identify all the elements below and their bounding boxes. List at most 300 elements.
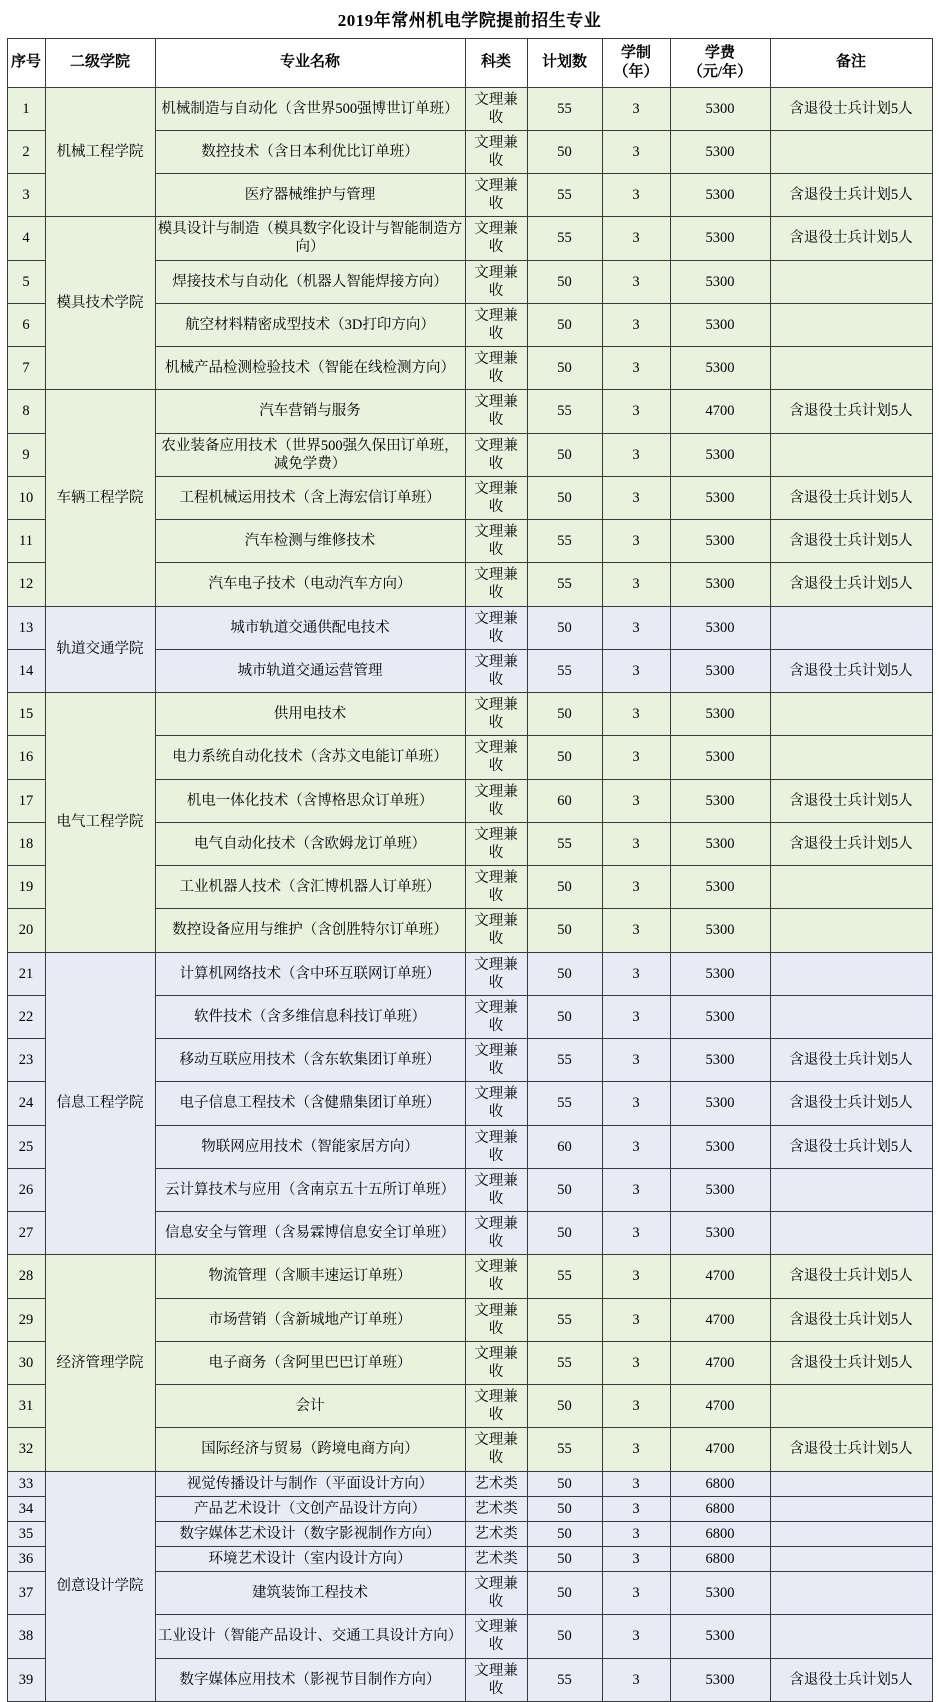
cell-remark (770, 1572, 932, 1615)
cell-plan: 50 (527, 909, 602, 952)
cell-years: 3 (602, 1039, 670, 1082)
cell-no: 2 (7, 130, 45, 173)
cell-major: 工程机械运用技术（含上海宏信订单班） (155, 476, 465, 519)
cell-type: 文理兼收 (465, 174, 527, 217)
cell-type: 文理兼收 (465, 822, 527, 865)
column-header-years-line1: 学制 (620, 45, 651, 61)
cell-plan: 60 (527, 1125, 602, 1168)
cell-years: 3 (602, 736, 670, 779)
cell-years: 3 (602, 1341, 670, 1384)
cell-plan: 50 (527, 736, 602, 779)
cell-plan: 50 (527, 347, 602, 390)
cell-plan: 55 (527, 1082, 602, 1125)
cell-no: 24 (7, 1082, 45, 1125)
cell-years: 3 (602, 390, 670, 433)
cell-fee: 5300 (670, 995, 770, 1038)
cell-type: 文理兼收 (465, 736, 527, 779)
column-header-college: 二级学院 (45, 39, 155, 88)
cell-type: 文理兼收 (465, 1341, 527, 1384)
cell-no: 26 (7, 1168, 45, 1211)
cell-plan: 55 (527, 1039, 602, 1082)
cell-major: 数控技术（含日本利优比订单班） (155, 130, 465, 173)
cell-type: 文理兼收 (465, 1125, 527, 1168)
cell-type: 文理兼收 (465, 606, 527, 649)
cell-remark (770, 1496, 932, 1521)
cell-years: 3 (602, 909, 670, 952)
cell-major: 汽车检测与维修技术 (155, 520, 465, 563)
cell-type: 文理兼收 (465, 909, 527, 952)
cell-type: 文理兼收 (465, 303, 527, 346)
cell-no: 15 (7, 693, 45, 736)
cell-plan: 50 (527, 1572, 602, 1615)
cell-major: 环境艺术设计（室内设计方向） (155, 1546, 465, 1571)
cell-no: 33 (7, 1471, 45, 1496)
cell-years: 3 (602, 1615, 670, 1658)
cell-major: 工业设计（智能产品设计、交通工具设计方向） (155, 1615, 465, 1658)
cell-type: 文理兼收 (465, 1428, 527, 1471)
cell-no: 19 (7, 866, 45, 909)
cell-remark (770, 952, 932, 995)
cell-remark (770, 693, 932, 736)
cell-major: 城市轨道交通运营管理 (155, 649, 465, 692)
cell-remark: 含退役士兵计划5人 (770, 217, 932, 260)
cell-type: 文理兼收 (465, 995, 527, 1038)
cell-remark (770, 1385, 932, 1428)
cell-no: 34 (7, 1496, 45, 1521)
cell-type: 文理兼收 (465, 130, 527, 173)
cell-college: 信息工程学院 (45, 952, 155, 1255)
cell-plan: 55 (527, 822, 602, 865)
cell-plan: 50 (527, 433, 602, 476)
cell-years: 3 (602, 217, 670, 260)
cell-remark (770, 1521, 932, 1546)
cell-no: 6 (7, 303, 45, 346)
cell-fee: 5300 (670, 260, 770, 303)
cell-major: 电气自动化技术（含欧姆龙订单班） (155, 822, 465, 865)
cell-major: 航空材料精密成型技术（3D打印方向） (155, 303, 465, 346)
cell-years: 3 (602, 1572, 670, 1615)
cell-remark (770, 347, 932, 390)
cell-major: 工业机器人技术（含汇博机器人订单班） (155, 866, 465, 909)
cell-college: 模具技术学院 (45, 217, 155, 390)
cell-years: 3 (602, 606, 670, 649)
cell-years: 3 (602, 1298, 670, 1341)
cell-years: 3 (602, 693, 670, 736)
cell-plan: 50 (527, 606, 602, 649)
cell-type: 文理兼收 (465, 476, 527, 519)
cell-years: 3 (602, 1546, 670, 1571)
cell-fee: 5300 (670, 1168, 770, 1211)
cell-years: 3 (602, 520, 670, 563)
cell-no: 36 (7, 1546, 45, 1571)
cell-no: 21 (7, 952, 45, 995)
column-header-major: 专业名称 (155, 39, 465, 88)
cell-fee: 6800 (670, 1496, 770, 1521)
cell-fee: 5300 (670, 476, 770, 519)
cell-fee: 5300 (670, 649, 770, 692)
cell-type: 文理兼收 (465, 347, 527, 390)
cell-type: 文理兼收 (465, 649, 527, 692)
cell-major: 农业装备应用技术（世界500强久保田订单班，减免学费） (155, 433, 465, 476)
cell-remark (770, 303, 932, 346)
cell-remark (770, 995, 932, 1038)
table-header-row (7, 39, 932, 88)
cell-remark (770, 736, 932, 779)
cell-fee: 5300 (670, 1212, 770, 1255)
cell-major: 汽车电子技术（电动汽车方向） (155, 563, 465, 606)
cell-plan: 50 (527, 1496, 602, 1521)
cell-years: 3 (602, 433, 670, 476)
cell-type: 文理兼收 (465, 866, 527, 909)
cell-fee: 5300 (670, 779, 770, 822)
cell-plan: 55 (527, 563, 602, 606)
cell-fee: 5300 (670, 606, 770, 649)
cell-no: 28 (7, 1255, 45, 1298)
cell-major: 供用电技术 (155, 693, 465, 736)
cell-type: 文理兼收 (465, 563, 527, 606)
cell-type: 文理兼收 (465, 952, 527, 995)
cell-plan: 55 (527, 390, 602, 433)
cell-remark: 含退役士兵计划5人 (770, 476, 932, 519)
cell-major: 城市轨道交通供配电技术 (155, 606, 465, 649)
cell-major: 电力系统自动化技术（含苏文电能订单班） (155, 736, 465, 779)
cell-fee: 4700 (670, 1298, 770, 1341)
cell-type: 文理兼收 (465, 433, 527, 476)
cell-remark (770, 1212, 932, 1255)
cell-plan: 50 (527, 1615, 602, 1658)
cell-remark (770, 866, 932, 909)
cell-plan: 50 (527, 995, 602, 1038)
cell-major: 医疗器械维护与管理 (155, 174, 465, 217)
cell-remark: 含退役士兵计划5人 (770, 174, 932, 217)
cell-major: 视觉传播设计与制作（平面设计方向） (155, 1471, 465, 1496)
cell-no: 10 (7, 476, 45, 519)
cell-remark (770, 1615, 932, 1658)
cell-fee: 4700 (670, 1255, 770, 1298)
cell-no: 18 (7, 822, 45, 865)
cell-fee: 5300 (670, 866, 770, 909)
cell-fee: 5300 (670, 1615, 770, 1658)
cell-no: 9 (7, 433, 45, 476)
column-header-years-line2: （年） (613, 63, 659, 80)
cell-college: 经济管理学院 (45, 1255, 155, 1471)
cell-plan: 55 (527, 1255, 602, 1298)
cell-major: 机械产品检测检验技术（智能在线检测方向） (155, 347, 465, 390)
cell-fee: 5300 (670, 347, 770, 390)
cell-fee: 6800 (670, 1546, 770, 1571)
cell-major: 模具设计与制造（模具数字化设计与智能制造方向） (155, 217, 465, 260)
table-row (7, 217, 932, 260)
cell-type: 文理兼收 (465, 260, 527, 303)
cell-remark: 含退役士兵计划5人 (770, 563, 932, 606)
cell-no: 37 (7, 1572, 45, 1615)
cell-no: 1 (7, 87, 45, 130)
cell-fee: 4700 (670, 1428, 770, 1471)
cell-remark: 含退役士兵计划5人 (770, 1298, 932, 1341)
cell-type: 文理兼收 (465, 87, 527, 130)
cell-no: 27 (7, 1212, 45, 1255)
table-row (7, 1471, 932, 1496)
cell-years: 3 (602, 1255, 670, 1298)
cell-remark: 含退役士兵计划5人 (770, 822, 932, 865)
cell-remark: 含退役士兵计划5人 (770, 1255, 932, 1298)
table-row (7, 390, 932, 433)
table-row (7, 1255, 932, 1298)
cell-plan: 55 (527, 1658, 602, 1701)
cell-years: 3 (602, 995, 670, 1038)
cell-major: 数控设备应用与维护（含创胜特尔订单班） (155, 909, 465, 952)
cell-no: 32 (7, 1428, 45, 1471)
cell-plan: 60 (527, 779, 602, 822)
cell-plan: 55 (527, 174, 602, 217)
cell-type: 文理兼收 (465, 1082, 527, 1125)
cell-no: 23 (7, 1039, 45, 1082)
cell-years: 3 (602, 87, 670, 130)
cell-major: 数字媒体艺术设计（数字影视制作方向） (155, 1521, 465, 1546)
cell-fee: 5300 (670, 303, 770, 346)
cell-major: 市场营销（含新城地产订单班） (155, 1298, 465, 1341)
cell-plan: 50 (527, 866, 602, 909)
cell-fee: 4700 (670, 1341, 770, 1384)
cell-fee: 4700 (670, 1385, 770, 1428)
cell-fee: 5300 (670, 433, 770, 476)
cell-remark (770, 130, 932, 173)
cell-years: 3 (602, 649, 670, 692)
cell-years: 3 (602, 1082, 670, 1125)
cell-major: 会计 (155, 1385, 465, 1428)
column-header-remark: 备注 (770, 39, 932, 88)
cell-college: 机械工程学院 (45, 87, 155, 217)
table-body (7, 87, 932, 1701)
cell-years: 3 (602, 866, 670, 909)
column-header-fee-line1: 学费 (704, 45, 735, 61)
cell-plan: 50 (527, 1471, 602, 1496)
cell-years: 3 (602, 1125, 670, 1168)
cell-fee: 5300 (670, 130, 770, 173)
cell-fee: 4700 (670, 390, 770, 433)
cell-major: 信息安全与管理（含易霖博信息安全订单班） (155, 1212, 465, 1255)
cell-major: 电子信息工程技术（含健鼎集团订单班） (155, 1082, 465, 1125)
cell-type: 文理兼收 (465, 217, 527, 260)
cell-years: 3 (602, 563, 670, 606)
cell-years: 3 (602, 1212, 670, 1255)
table-row (7, 606, 932, 649)
cell-college: 电气工程学院 (45, 693, 155, 953)
cell-no: 5 (7, 260, 45, 303)
cell-no: 30 (7, 1341, 45, 1384)
cell-type: 文理兼收 (465, 1385, 527, 1428)
admissions-majors-table (7, 38, 933, 1702)
cell-plan: 50 (527, 303, 602, 346)
cell-remark (770, 1546, 932, 1571)
cell-major: 数字媒体应用技术（影视节目制作方向） (155, 1658, 465, 1701)
table-row (7, 87, 932, 130)
cell-type: 文理兼收 (465, 1572, 527, 1615)
cell-no: 35 (7, 1521, 45, 1546)
cell-type: 文理兼收 (465, 390, 527, 433)
cell-type: 文理兼收 (465, 1168, 527, 1211)
column-header-type: 科类 (465, 39, 527, 88)
cell-years: 3 (602, 1471, 670, 1496)
cell-plan: 50 (527, 260, 602, 303)
cell-plan: 50 (527, 693, 602, 736)
cell-major: 物流管理（含顺丰速运订单班） (155, 1255, 465, 1298)
cell-remark: 含退役士兵计划5人 (770, 1125, 932, 1168)
cell-plan: 55 (527, 649, 602, 692)
cell-major: 焊接技术与自动化（机器人智能焊接方向） (155, 260, 465, 303)
cell-no: 31 (7, 1385, 45, 1428)
cell-no: 17 (7, 779, 45, 822)
cell-plan: 50 (527, 476, 602, 519)
cell-fee: 5300 (670, 1125, 770, 1168)
cell-no: 20 (7, 909, 45, 952)
cell-years: 3 (602, 476, 670, 519)
cell-no: 13 (7, 606, 45, 649)
cell-plan: 55 (527, 217, 602, 260)
cell-years: 3 (602, 1496, 670, 1521)
cell-major: 机电一体化技术（含博格思众订单班） (155, 779, 465, 822)
table-row (7, 952, 932, 995)
cell-no: 29 (7, 1298, 45, 1341)
cell-type: 艺术类 (465, 1521, 527, 1546)
cell-college: 轨道交通学院 (45, 606, 155, 693)
cell-major: 物联网应用技术（智能家居方向） (155, 1125, 465, 1168)
cell-years: 3 (602, 303, 670, 346)
cell-plan: 50 (527, 1168, 602, 1211)
cell-fee: 5300 (670, 87, 770, 130)
cell-no: 39 (7, 1658, 45, 1701)
cell-no: 7 (7, 347, 45, 390)
cell-major: 软件技术（含多维信息科技订单班） (155, 995, 465, 1038)
column-header-no: 序号 (7, 39, 45, 88)
cell-years: 3 (602, 347, 670, 390)
cell-years: 3 (602, 1428, 670, 1471)
cell-college: 创意设计学院 (45, 1471, 155, 1701)
cell-fee: 5300 (670, 1658, 770, 1701)
cell-no: 38 (7, 1615, 45, 1658)
cell-years: 3 (602, 779, 670, 822)
cell-plan: 50 (527, 1546, 602, 1571)
cell-remark: 含退役士兵计划5人 (770, 1658, 932, 1701)
cell-remark: 含退役士兵计划5人 (770, 1341, 932, 1384)
cell-remark: 含退役士兵计划5人 (770, 1082, 932, 1125)
column-header-fee (670, 39, 770, 88)
cell-plan: 55 (527, 520, 602, 563)
cell-fee: 5300 (670, 563, 770, 606)
cell-remark (770, 433, 932, 476)
cell-fee: 5300 (670, 693, 770, 736)
cell-remark: 含退役士兵计划5人 (770, 779, 932, 822)
column-header-plan: 计划数 (527, 39, 602, 88)
cell-plan: 55 (527, 1428, 602, 1471)
cell-type: 文理兼收 (465, 1039, 527, 1082)
cell-remark: 含退役士兵计划5人 (770, 1428, 932, 1471)
cell-fee: 5300 (670, 1082, 770, 1125)
cell-remark (770, 260, 932, 303)
cell-remark: 含退役士兵计划5人 (770, 390, 932, 433)
cell-no: 12 (7, 563, 45, 606)
cell-fee: 5300 (670, 822, 770, 865)
page-title: 2019年常州机电学院提前招生专业 (337, 11, 602, 30)
cell-major: 产品艺术设计（文创产品设计方向） (155, 1496, 465, 1521)
cell-plan: 50 (527, 1212, 602, 1255)
cell-remark (770, 909, 932, 952)
cell-fee: 5300 (670, 520, 770, 563)
cell-fee: 5300 (670, 1572, 770, 1615)
cell-fee: 5300 (670, 909, 770, 952)
cell-type: 文理兼收 (465, 779, 527, 822)
cell-type: 文理兼收 (465, 693, 527, 736)
cell-plan: 55 (527, 87, 602, 130)
cell-type: 艺术类 (465, 1546, 527, 1571)
cell-years: 3 (602, 1521, 670, 1546)
cell-fee: 6800 (670, 1471, 770, 1496)
cell-plan: 50 (527, 1521, 602, 1546)
cell-years: 3 (602, 952, 670, 995)
column-header-years (602, 39, 670, 88)
cell-years: 3 (602, 130, 670, 173)
cell-type: 文理兼收 (465, 1615, 527, 1658)
cell-no: 8 (7, 390, 45, 433)
cell-no: 11 (7, 520, 45, 563)
cell-remark: 含退役士兵计划5人 (770, 1039, 932, 1082)
cell-years: 3 (602, 1168, 670, 1211)
cell-years: 3 (602, 174, 670, 217)
cell-years: 3 (602, 1385, 670, 1428)
cell-remark: 含退役士兵计划5人 (770, 649, 932, 692)
cell-plan: 50 (527, 952, 602, 995)
cell-major: 国际经济与贸易（跨境电商方向） (155, 1428, 465, 1471)
cell-plan: 50 (527, 1385, 602, 1428)
cell-type: 文理兼收 (465, 1298, 527, 1341)
cell-no: 22 (7, 995, 45, 1038)
table-row (7, 693, 932, 736)
cell-major: 电子商务（含阿里巴巴订单班） (155, 1341, 465, 1384)
cell-type: 文理兼收 (465, 1658, 527, 1701)
cell-fee: 5300 (670, 952, 770, 995)
cell-major: 云计算技术与应用（含南京五十五所订单班） (155, 1168, 465, 1211)
cell-remark: 含退役士兵计划5人 (770, 87, 932, 130)
cell-major: 机械制造与自动化（含世界500强博世订单班） (155, 87, 465, 130)
cell-fee: 5300 (670, 1039, 770, 1082)
cell-no: 3 (7, 174, 45, 217)
cell-no: 25 (7, 1125, 45, 1168)
cell-major: 汽车营销与服务 (155, 390, 465, 433)
cell-remark (770, 1471, 932, 1496)
cell-fee: 5300 (670, 217, 770, 260)
cell-fee: 6800 (670, 1521, 770, 1546)
cell-major: 移动互联应用技术（含东软集团订单班） (155, 1039, 465, 1082)
cell-plan: 55 (527, 1298, 602, 1341)
cell-fee: 5300 (670, 736, 770, 779)
cell-major: 建筑装饰工程技术 (155, 1572, 465, 1615)
cell-college: 车辆工程学院 (45, 390, 155, 606)
cell-type: 艺术类 (465, 1471, 527, 1496)
cell-type: 文理兼收 (465, 1212, 527, 1255)
cell-plan: 55 (527, 1341, 602, 1384)
cell-years: 3 (602, 260, 670, 303)
cell-remark (770, 606, 932, 649)
cell-no: 4 (7, 217, 45, 260)
column-header-fee-line2: （元/年） (687, 63, 753, 80)
cell-type: 艺术类 (465, 1496, 527, 1521)
cell-remark: 含退役士兵计划5人 (770, 520, 932, 563)
cell-type: 文理兼收 (465, 1255, 527, 1298)
cell-no: 16 (7, 736, 45, 779)
cell-fee: 5300 (670, 174, 770, 217)
cell-years: 3 (602, 822, 670, 865)
cell-years: 3 (602, 1658, 670, 1701)
